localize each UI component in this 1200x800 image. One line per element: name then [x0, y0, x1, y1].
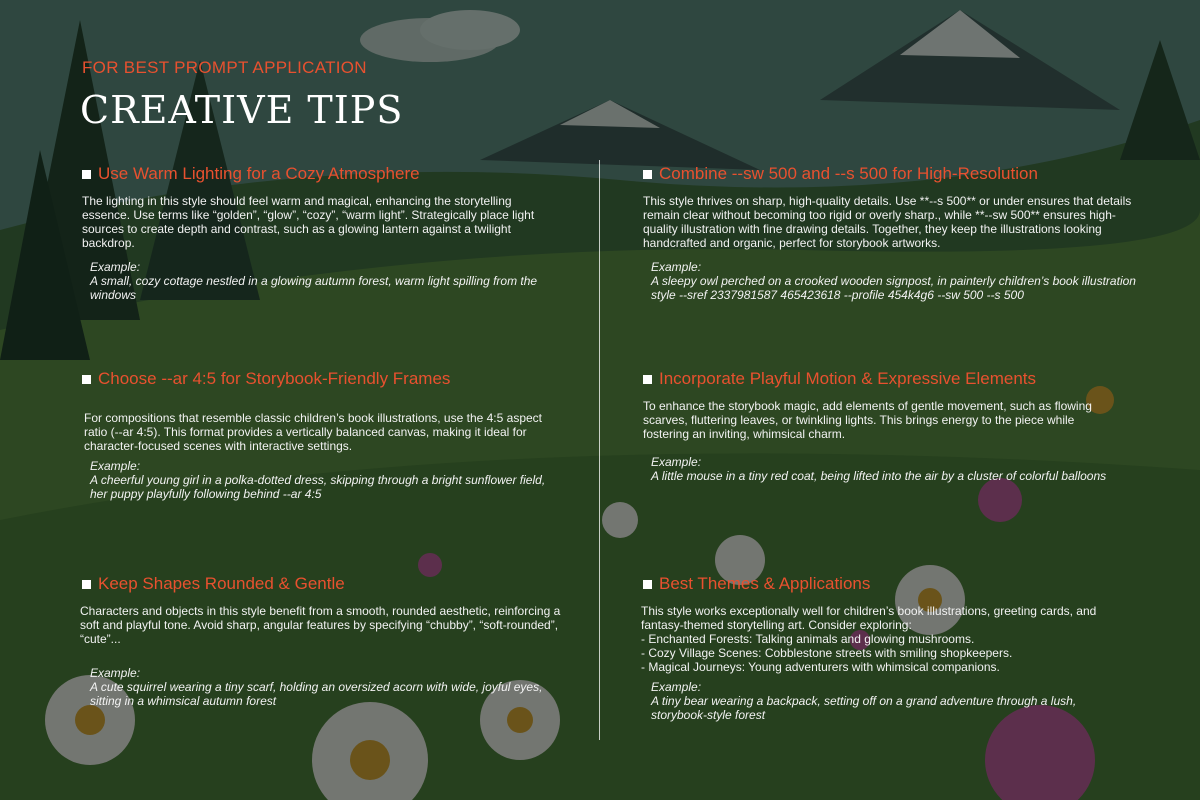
tip-example	[643, 680, 1123, 722]
example-text: A cute squirrel wearing a tiny scarf, holding an oversized acorn with wide, joyful eyes, sitting in a whimsical autumn forest	[90, 680, 543, 708]
example-text: A small, cozy cottage nestled in a glowing autumn forest, warm light spilling from the windows	[90, 274, 538, 302]
tip-heading	[82, 164, 562, 184]
tip-heading-text: Use Warm Lighting for a Cozy Atmosphere	[98, 164, 420, 183]
tip-heading	[82, 574, 562, 594]
list-item: - Enchanted Forests: Talking animals and glowing mushrooms.	[641, 632, 975, 646]
square-bullet-icon	[643, 170, 652, 179]
example-label: Example:	[90, 260, 141, 274]
list-item: - Cozy Village Scenes: Cobblestone streets with smiling shopkeepers.	[641, 646, 1013, 660]
tip-heading	[82, 369, 562, 389]
example-text: A sleepy owl perched on a crooked wooden signpost, in painterly children’s book illustration style --sref 2337981587 465423618 --profile 454k4g6 --sw 500 --s 500	[651, 274, 1136, 302]
tip-body: The lighting in this style should feel warm and magical, enhancing the storytelling essence. Use terms like “golden”, “glow”, “cozy”, “warm light”. Strategically place light sources to create depth and contrast, such as a glowing lantern against a twilight backdrop.	[82, 194, 535, 250]
tip-high-resolution	[643, 164, 1138, 302]
example-text: A little mouse in a tiny red coat, being lifted into the air by a cluster of colorful balloons	[651, 469, 1107, 483]
tip-heading-text: Combine --sw 500 and --s 500 for High-Resolution	[659, 164, 1038, 183]
tip-body: For compositions that resemble classic children’s book illustrations, use the 4:5 aspect ratio (--ar 4:5). This format provides a vertically balanced canvas, making it ideal for character-focused scenes with interactive settings.	[84, 411, 542, 453]
tip-example	[82, 666, 562, 708]
example-label: Example:	[651, 455, 702, 469]
tip-heading-text: Choose --ar 4:5 for Storybook-Friendly Frames	[98, 369, 451, 388]
square-bullet-icon	[82, 580, 91, 589]
example-text: A cheerful young girl in a polka-dotted dress, skipping through a bright sunflower field, her puppy playfully following behind --ar 4:5	[90, 473, 546, 501]
tip-example	[643, 260, 1138, 302]
example-label: Example:	[651, 680, 702, 694]
list-item: - Magical Journeys: Young adventurers with whimsical companions.	[641, 660, 1000, 674]
tip-body: This style thrives on sharp, high-quality details. Use **--s 500** or under ensures that details remain clear without becoming too rigid or overly sharp., while **--sw 500** ensures high-quality illustration with fine drawing details. Together, they keep the illustrations looking handcrafted and organic, perfect for storybook artworks.	[643, 194, 1132, 250]
page-subtitle: FOR BEST PROMPT APPLICATION	[82, 58, 367, 77]
tip-heading-text: Keep Shapes Rounded & Gentle	[98, 574, 345, 593]
tip-themes-applications	[643, 574, 1123, 722]
tip-example	[643, 455, 1123, 483]
square-bullet-icon	[643, 375, 652, 384]
example-label: Example:	[90, 666, 141, 680]
tip-aspect-ratio	[82, 369, 562, 501]
tip-example	[82, 260, 562, 302]
tip-heading	[643, 164, 1138, 184]
square-bullet-icon	[82, 170, 91, 179]
square-bullet-icon	[82, 375, 91, 384]
tip-heading	[643, 574, 1123, 594]
tip-body: This style works exceptionally well for children’s book illustrations, greeting cards, and fantasy-themed storytelling art. Consider exploring:	[641, 604, 1097, 632]
tip-example	[82, 459, 562, 501]
example-text: A tiny bear wearing a backpack, setting off on a grand adventure through a lush, storybook-style forest	[651, 694, 1077, 722]
tip-heading-text: Incorporate Playful Motion & Expressive Elements	[659, 369, 1037, 388]
page-title: CREATIVE TIPS	[80, 88, 404, 132]
themes-list	[641, 632, 1123, 674]
column-divider	[599, 160, 600, 740]
tip-body: Characters and objects in this style benefit from a smooth, rounded aesthetic, reinforcing a soft and playful tone. Avoid sharp, angular features by specifying “chubby”, “soft-rounded”, “cute”...	[80, 604, 561, 646]
tip-warm-lighting	[82, 164, 562, 302]
tip-body: To enhance the storybook magic, add elements of gentle movement, such as flowing scarves, fluttering leaves, or twinkling lights. This brings energy to the piece while fostering an inviting, whimsical charm.	[643, 399, 1092, 441]
tip-heading-text: Best Themes & Applications	[659, 574, 871, 593]
tip-playful-motion	[643, 369, 1123, 483]
tip-heading	[643, 369, 1123, 389]
square-bullet-icon	[643, 580, 652, 589]
example-label: Example:	[651, 260, 702, 274]
example-label: Example:	[90, 459, 141, 473]
tip-rounded-shapes	[82, 574, 562, 708]
